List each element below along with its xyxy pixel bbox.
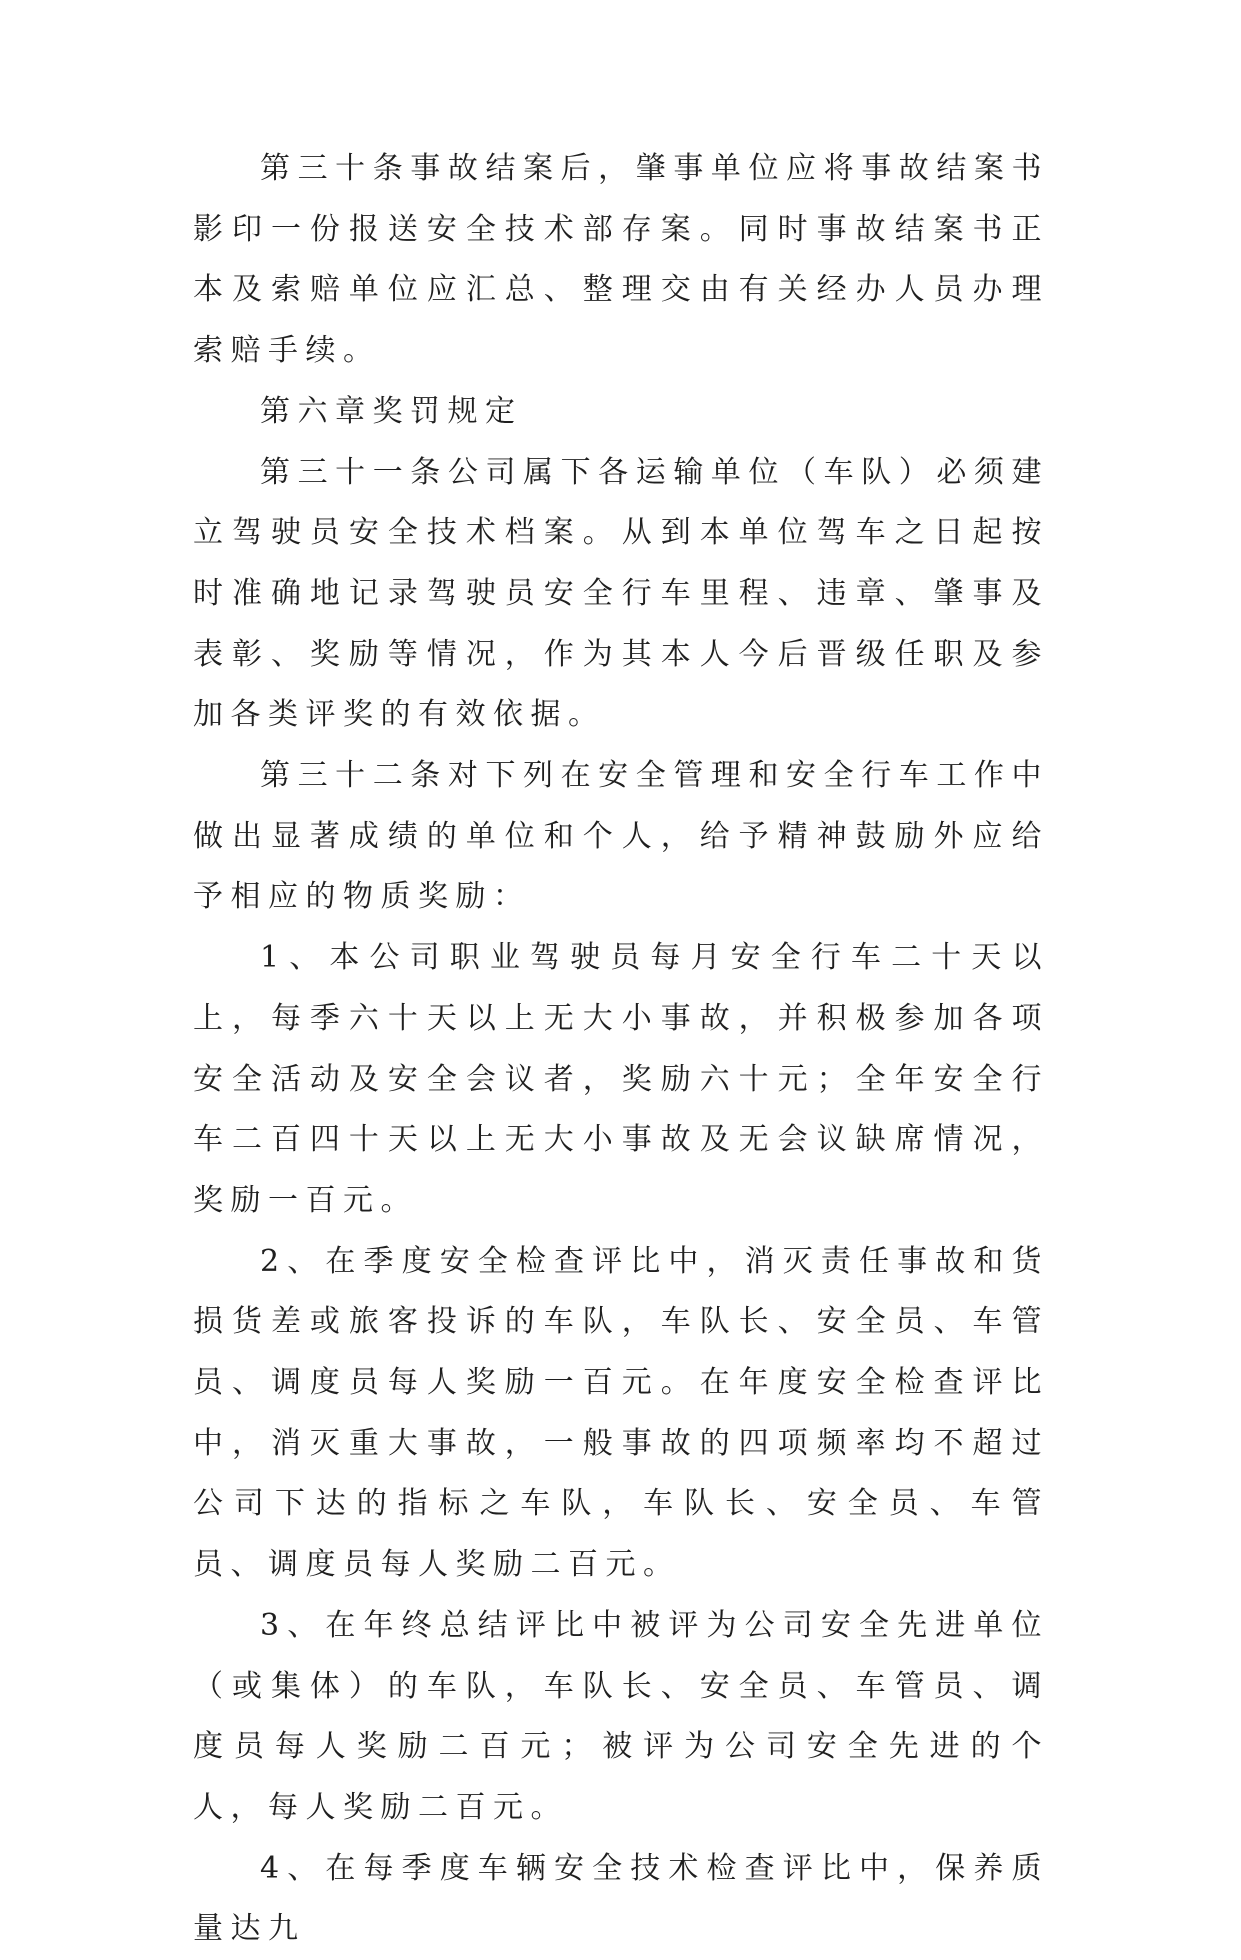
reward-item-1: 1、本公司职业驾驶员每月安全行车二十天以上，每季六十天以上无大小事故，并积极参加各项安全活动及安全会议者，奖励六十元；全年安全行车二百四十天以上无大小事故及无会议缺席情况，奖励一百元。 xyxy=(193,940,1049,1218)
reward-item-3: 3、在年终总结评比中被评为公司安全先进单位（或集体）的车队，车队长、安全员、车管员、调度员每人奖励二百元；被评为公司安全先进的个人，每人奖励二百元。 xyxy=(193,1607,1049,1825)
article-32-paragraph: 第三十二条对下列在安全管理和安全行车工作中做出显著成绩的单位和个人，给予精神鼓励外应给予相应的物质奖励： xyxy=(193,758,1049,915)
article-31-paragraph: 第三十一条公司属下各运输单位（车队）必须建立驾驶员安全技术档案。从到本单位驾车之日起按时准确地记录驾驶员安全行车里程、违章、肇事及表彰、奖励等情况，作为其本人今后晋级任职及参加各类评奖的有效依据。 xyxy=(193,454,1049,733)
article-30-paragraph: 第三十条事故结案后，肇事单位应将事故结案书影印一份报送安全技术部存案。同时事故结案书正本及索赔单位应汇总、整理交由有关经办人员办理索赔手续。 xyxy=(193,151,1049,369)
reward-item-4: 4、在每季度车辆安全技术检查评比中，保养质量达九 xyxy=(193,1850,1049,1947)
document-page xyxy=(193,139,1049,1960)
reward-item-2: 2、在季度安全检查评比中，消灭责任事故和货损货差或旅客投诉的车队，车队长、安全员、车管员、调度员每人奖励一百元。在年度安全检查评比中，消灭重大事故，一般事故的四项频率均不超过公司下达的指标之车队，车队长、安全员、车管员、调度员每人奖励二百元。 xyxy=(193,1243,1049,1583)
chapter-6-heading: 第六章奖罚规定 xyxy=(260,393,523,429)
